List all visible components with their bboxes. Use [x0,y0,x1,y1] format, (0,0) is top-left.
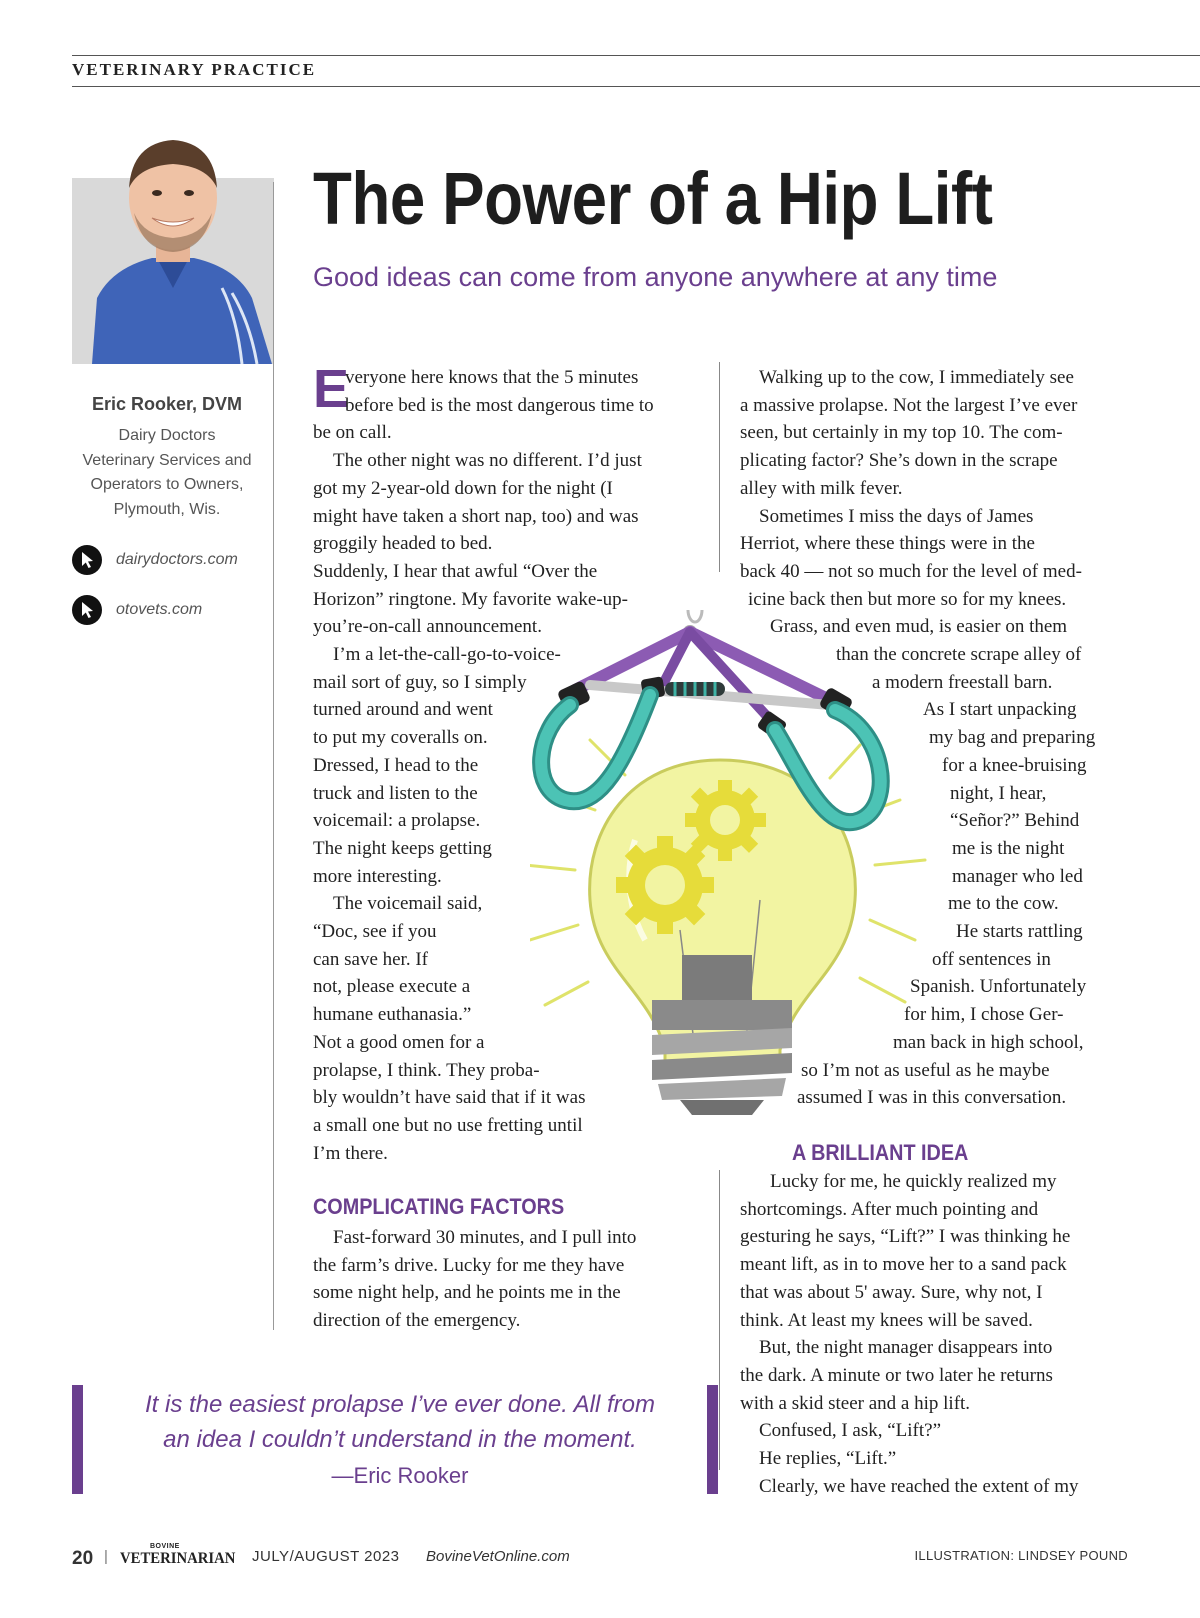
body-text-line: than the concrete scrape alley of [836,644,1082,665]
body-text-line: groggily headed to bed. [313,533,493,555]
body-text-line: meant lift, as in to move her to a sand pack [740,1254,1067,1276]
body-text-line: “Señor?” Behind [950,810,1080,832]
magazine-logo [120,1543,236,1571]
body-text-line: to put my coveralls on. [313,727,488,749]
body-text-line: humane euthanasia.” [313,1004,472,1026]
body-text-line: seen, but certainly in my top 10. The com- [740,422,1063,444]
body-text-line: some night help, and he points me in the [313,1282,621,1304]
body-text-line: with a skid steer and a hip lift. [740,1392,971,1414]
cursor-icon [72,595,102,625]
body-text-line: alley with milk fever. [740,477,903,499]
link-otovets[interactable] [72,594,272,626]
body-text-line: veryone here knows that the 5 minutes [345,367,639,388]
body-text-line: Walking up to the cow, I immediately see [759,367,1074,388]
body-text-line: But, the night manager disappears into [759,1337,1053,1359]
body-text-line: the dark. A minute or two later he returns [740,1364,1053,1386]
affiliation-line: Operators to Owners, [90,476,244,493]
author-affiliation [72,424,262,522]
body-text-line: Suddenly, I hear that awful “Over the [313,560,598,582]
footer-separator: | [104,1548,108,1565]
body-text-line: night, I hear, [950,782,1047,804]
body-text-line: I’m there. [313,1142,388,1164]
header-top-rule [72,55,1200,56]
sidebar-divider [273,182,274,1330]
body-text-line: Herriot, where these things were in the [740,533,1035,555]
body-text-line: back 40 — not so much for the level of med- [740,560,1082,582]
body-text-line: Not a good omen for a [313,1031,485,1053]
body-text-line: I’m a let-the-call-go-to-voice- [333,644,561,665]
body-text-line: bly wouldn’t have said that if it was [313,1087,586,1109]
body-text-line: The night keeps getting [313,837,492,859]
body-text-line: man back in high school, [893,1031,1084,1053]
body-text-line: so I’m not as useful as he maybe [801,1059,1050,1081]
body-text-line: direction of the emergency. [313,1310,521,1332]
body-text-line: might have taken a short nap, too) and was [313,505,639,527]
magazine-logo-name: VETERINARIAN [120,1550,236,1567]
pull-quote-bar-left [72,1385,83,1494]
link-text[interactable]: dairydoctors.com [116,551,238,568]
body-text-line: that was about 5' away. Sure, why not, I [740,1281,1043,1303]
body-text-line: got my 2-year-old down for the night (I [313,477,613,499]
header-bottom-rule [72,86,1200,87]
body-text-line: my bag and preparing [929,727,1096,749]
illustration-credit: ILLUSTRATION: LINDSEY POUND [914,1548,1128,1563]
body-text-line: Fast-forward 30 minutes, and I pull into [333,1227,637,1248]
body-text-line: you’re-on-call announcement. [313,616,542,638]
body-text-line: Lucky for me, he quickly realized my [770,1171,1057,1192]
body-text-line: He replies, “Lift.” [759,1448,897,1469]
pull-quote-bar-right [707,1385,718,1494]
body-text-line: more interesting. [313,865,442,887]
body-text-line: a small one but no use fretting until [313,1114,583,1136]
body-text-line: Sometimes I miss the days of James [759,505,1034,527]
subhead-complicating-factors: COMPLICATING FACTORS [313,1194,565,1219]
page-number: 20 [72,1548,94,1569]
column-divider-top [719,362,720,572]
column-divider-bottom [719,1170,720,1470]
author-name: Eric Rooker, DVM [91,394,243,414]
affiliation-line: Plymouth, Wis. [113,500,221,518]
body-text-line: “Doc, see if you [313,921,437,942]
article-subtitle: Good ideas can come from anyone anywhere at any time [313,262,998,292]
body-text-line: gesturing he says, “Lift?” I was thinking he [740,1226,1071,1248]
bulb-neck [682,955,752,1005]
subhead-brilliant-idea: A BRILLIANT IDEA [792,1140,969,1165]
link-dairydoctors[interactable] [72,544,272,576]
body-text-line: truck and listen to the [313,782,478,804]
author-photo [72,118,274,364]
body-text-line: a massive prolapse. Not the largest I’ve ever [740,394,1078,416]
body-text-line: icine back then but more so for my knees. [748,588,1067,610]
body-text-line: me is the night [952,837,1065,859]
body-text-line: turned around and went [313,699,493,721]
pull-quote-line: It is the easiest prolapse I’ve ever done. All from [144,1391,656,1418]
body-text-line: for him, I chose Ger- [904,1004,1064,1026]
body-text-line: plicating factor? She’s down in the scrape [740,450,1058,472]
body-text-line: be on call. [313,422,392,444]
body-text-line: before bed is the most dangerous time to [345,394,654,416]
body-text-line: me to the cow. [948,893,1059,915]
drop-cap: E [313,359,350,419]
body-text-line: not, please execute a [313,976,471,998]
body-text-line: prolapse, I think. They proba- [313,1059,540,1081]
body-text-line: Horizon” ringtone. My favorite wake-up- [313,588,628,610]
body-text-line: mail sort of guy, so I simply [313,671,527,693]
lightbulb-illustration [530,610,930,1140]
body-text-line: the farm’s drive. Lucky for me they have [313,1254,625,1276]
body-text-line: think. At least my knees will be saved. [740,1309,1033,1331]
link-text[interactable]: otovets.com [116,601,203,618]
body-text-line: manager who led [952,865,1083,887]
body-text-line: shortcomings. After much pointing and [740,1198,1039,1220]
body-text-line: Grass, and even mud, is easier on them [770,616,1068,638]
website-link[interactable]: BovineVetOnline.com [426,1548,570,1565]
body-text-line: As I start unpacking [923,699,1077,721]
body-text-line: Confused, I ask, “Lift?” [759,1420,942,1442]
body-text-line: off sentences in [932,948,1051,970]
affiliation-line: Veterinary Services and [82,451,252,469]
body-text-line: The other night was no different. I’d just [333,450,642,472]
body-text-line: for a knee-bruising [942,754,1087,776]
body-text-line: voicemail: a prolapse. [313,810,481,832]
body-text-line: Clearly, we have reached the extent of my [759,1475,1079,1497]
issue-date: JULY/AUGUST 2023 [252,1548,400,1565]
pull-quote-line: an idea I couldn’t understand in the moment. [163,1426,637,1453]
body-text-line: He starts rattling [956,921,1083,942]
section-label: VETERINARY PRACTICE [72,60,317,79]
article-title: The Power of a Hip Lift [313,157,993,240]
body-text-line: Spanish. Unfortunately [910,976,1087,998]
body-text-line: assumed I was in this conversation. [797,1087,1067,1109]
affiliation-line: Dairy Doctors [118,427,216,444]
body-text-line: can save her. If [313,948,428,970]
body-text-line: a modern freestall barn. [872,671,1053,693]
body-text-line: The voicemail said, [333,893,483,915]
cursor-icon [72,545,102,575]
body-text-line: Dressed, I head to the [313,754,479,776]
pull-quote-attribution: —Eric Rooker [331,1463,469,1488]
magazine-logo-small: BOVINE [150,1543,180,1550]
